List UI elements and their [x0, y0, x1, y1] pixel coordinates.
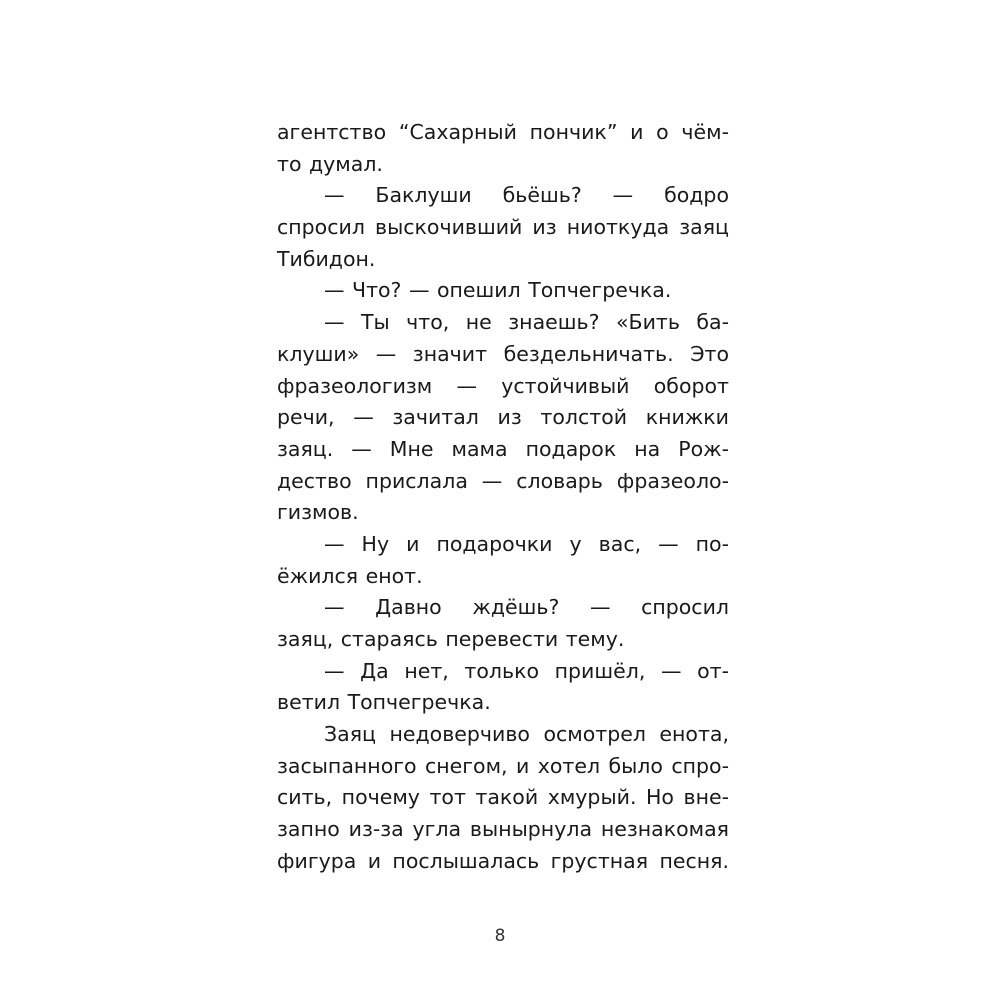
text-line: фигура и послышалась грустная песня.: [277, 848, 729, 873]
text-line: гизмов.: [277, 500, 359, 525]
text-line: агентство “Сахарный пончик” и о чём-: [277, 120, 729, 144]
text-line: то думал.: [277, 151, 383, 176]
text-line: речи, — зачитал из толстой книжки: [277, 405, 729, 430]
text-line: фразеологизм — устойчивый оборот: [277, 373, 729, 398]
text-line: клуши» — значит бездельничать. Это: [277, 341, 729, 366]
text-line: сить, почему тот такой хмурый. Но вне-: [277, 785, 729, 810]
text-line: заяц. — Мне мама подарок на Рож-: [277, 436, 729, 461]
body-text: [277, 117, 729, 878]
text-line: спросил выскочивший из ниоткуда заяц: [277, 215, 729, 240]
text-line: Заяц недоверчиво осмотрел енота,: [324, 722, 729, 747]
text-line: ветил Топчегречка.: [277, 690, 491, 715]
text-line: засыпанного снегом, и хотел было спро-: [277, 753, 729, 778]
text-line: — Да нет, только пришёл, — от-: [324, 658, 729, 683]
text-line: ёжился енот.: [277, 563, 423, 588]
text-line: — Давно ждёшь? — спросил: [324, 595, 729, 620]
page-number: 8: [494, 926, 506, 946]
text-line: дество прислала — словарь фразеоло-: [277, 468, 729, 493]
text-line: заяц, стараясь перевести тему.: [277, 627, 625, 651]
text-line: запно из-за угла вынырнула незнакомая: [277, 817, 729, 842]
text-line: — Ты что, не знаешь? «Бить ба-: [324, 310, 729, 335]
text-line: — Ну и подарочки у вас, — по-: [324, 531, 729, 556]
text-line: Тибидон.: [277, 246, 376, 271]
text-line: — Что? — опешил Топчегречка.: [324, 278, 672, 303]
text-line: — Баклуши бьёшь? — бодро: [324, 183, 729, 208]
